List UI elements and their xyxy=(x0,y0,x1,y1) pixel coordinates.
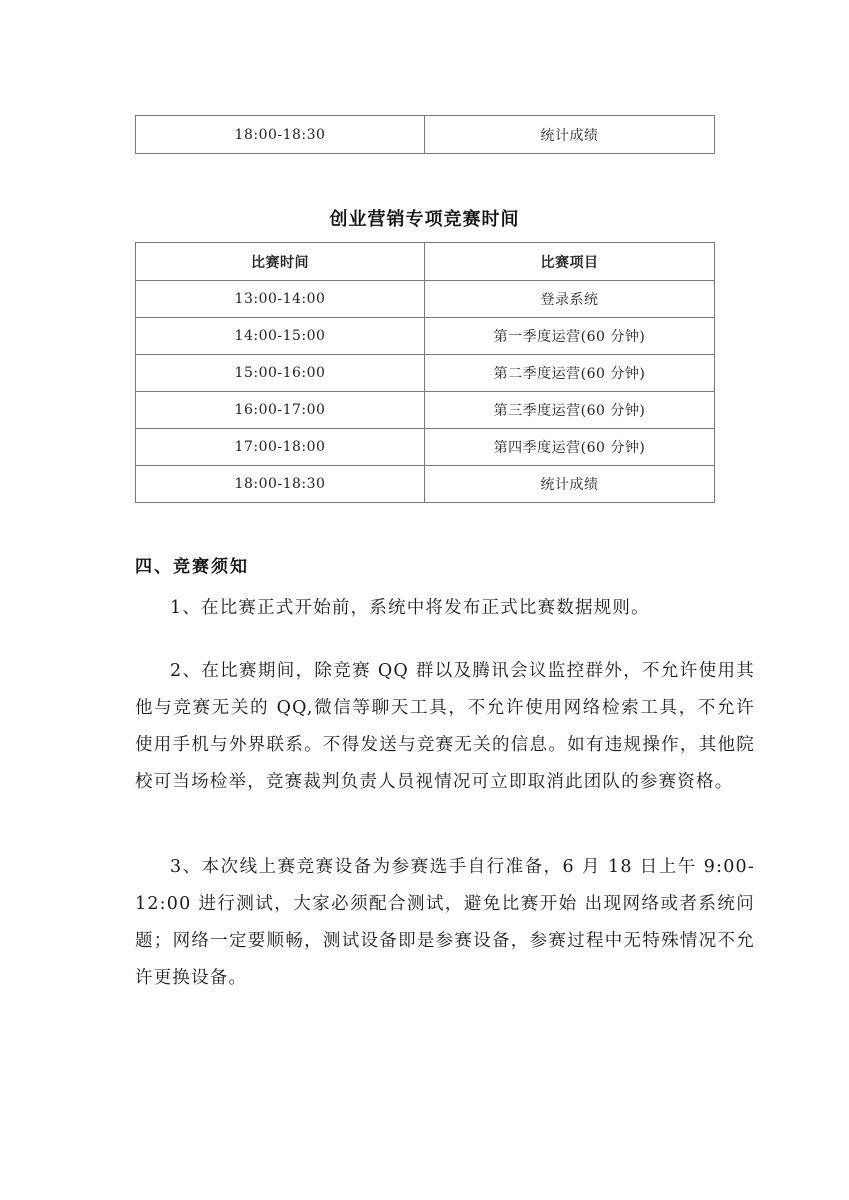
notice-paragraph: 1、在比赛正式开始前，系统中将发布正式比赛数据规则。 xyxy=(170,598,650,618)
time-cell: 18:00-18:30 xyxy=(136,116,425,154)
item-cell: 第三季度运营(60 分钟) xyxy=(425,392,715,429)
schedule-table-continued xyxy=(135,115,715,154)
table-row xyxy=(136,466,715,503)
marketing-schedule-table xyxy=(135,242,715,503)
notice-paragraph: 2、在比赛期间，除竞赛 QQ 群以及腾讯会议监控群外，不允许使用其他与竞赛无关的 QQ,微信等聊天工具，不允许使用网络检索工具，不允许使用手机与外界联系。不得发送与竞赛无关的信息。如有违规操作，其他院校可当场检举，竞赛裁判负责人员视情况可立即取消此团队的参赛资格。 xyxy=(135,661,755,792)
item-cell: 第二季度运营(60 分钟) xyxy=(425,355,715,392)
notice-paragraph: 3、本次线上赛竞赛设备为参赛选手自行准备，6 月 18 日上午 9:00-12:00 进行测试，大家必须配合测试，避免比赛开始 出现网络或者系统问题；网络一定要顺畅，测试设备即是参赛设备，参赛过程中无特殊情况不允许更换设备。 xyxy=(135,857,755,988)
table-header-row xyxy=(136,243,715,281)
time-cell: 18:00-18:30 xyxy=(136,466,425,503)
item-cell: 第四季度运营(60 分钟) xyxy=(425,429,715,466)
column-header-item: 比赛项目 xyxy=(425,243,715,281)
table-row xyxy=(136,281,715,318)
time-cell: 16:00-17:00 xyxy=(136,392,425,429)
time-cell: 17:00-18:00 xyxy=(136,429,425,466)
section-title: 创业营销专项竞赛时间 xyxy=(329,209,520,230)
table-row xyxy=(136,429,715,466)
table-row xyxy=(136,355,715,392)
item-cell: 登录系统 xyxy=(425,281,715,318)
notice-heading: 四、竞赛须知 xyxy=(135,557,249,577)
table-row xyxy=(136,116,715,154)
time-cell: 14:00-15:00 xyxy=(136,318,425,355)
item-cell: 统计成绩 xyxy=(425,466,715,503)
item-cell: 第一季度运营(60 分钟) xyxy=(425,318,715,355)
item-cell: 统计成绩 xyxy=(425,116,715,154)
column-header-time: 比赛时间 xyxy=(136,243,425,281)
time-cell: 13:00-14:00 xyxy=(136,281,425,318)
table-row xyxy=(136,318,715,355)
table-row xyxy=(136,392,715,429)
time-cell: 15:00-16:00 xyxy=(136,355,425,392)
